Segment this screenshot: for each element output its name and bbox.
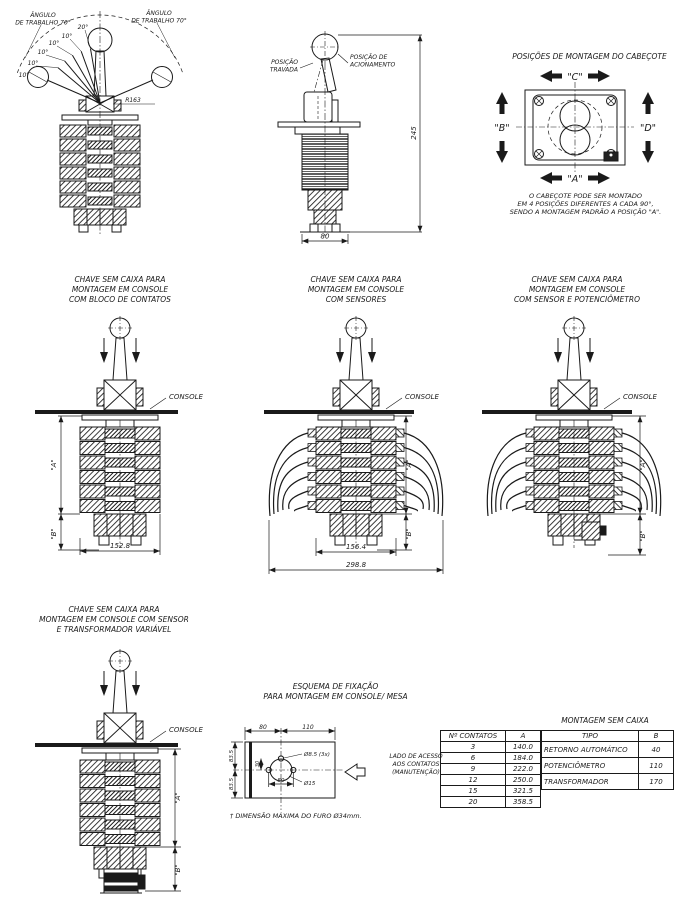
- svg-text:DE TRABALHO 70°: DE TRABALHO 70°: [131, 17, 187, 25]
- dim-width-label: 152.8: [109, 542, 131, 550]
- console-label: CONSOLE: [169, 393, 203, 401]
- dim-110-label: 110: [302, 724, 314, 731]
- dim-835-bottom-label: 83.5: [229, 777, 235, 791]
- head-positions-title: POSIÇÕES DE MONTAGEM DO CABEÇOTE: [512, 52, 667, 61]
- table-row: POTENCIÔMETRO 110: [542, 758, 674, 774]
- col-header: TIPO: [542, 731, 639, 742]
- big-hole-label: Ø15: [304, 781, 316, 787]
- table-row: 12 250.0: [441, 775, 541, 786]
- angle-tick: 10°: [27, 60, 39, 67]
- locked-position-label: POSIÇÃO: [271, 59, 298, 66]
- sensor-cables-right: [614, 429, 661, 516]
- console-label: CONSOLE: [405, 393, 439, 401]
- head-positions-note: O CABEÇOTE PODE SER MONTADO EM 4 POSIÇÕES DIFERENTES A CADA 90°, SENDO A MONTAGEM PADRÃO A POSIÇÃO "A".: [509, 192, 662, 217]
- fixation-footnote: † DIMENSÃO MÁXIMA DO FURO Ø34mm.: [230, 812, 362, 820]
- position-a-label: "A": [567, 174, 583, 185]
- dim-b-label: "B": [405, 528, 413, 540]
- position-b-label: "B": [494, 123, 510, 134]
- svg-text:AOS CONTATOS: AOS CONTATOS: [392, 761, 440, 768]
- contacts-table: [440, 730, 541, 808]
- mounting-table-title: MONTAGEM SEM CAIXA: [561, 716, 649, 725]
- angle-tick: 10°: [37, 49, 49, 56]
- angle-tick: 10°: [61, 33, 73, 40]
- position-d-label: "D": [639, 123, 657, 134]
- table-header-row: [441, 731, 541, 742]
- console-sensors-drawing: [244, 310, 468, 578]
- dim-245: 245: [410, 126, 418, 140]
- fixation-drawing: [228, 710, 468, 810]
- working-angle-drawing: [5, 3, 240, 258]
- console-label: CONSOLE: [169, 726, 203, 734]
- table-row: TRANSFORMADOR 170: [542, 774, 674, 790]
- dim-835-top-label: 83.5: [229, 749, 235, 763]
- console-line: [264, 410, 414, 414]
- head-positions-drawing: [488, 64, 691, 188]
- angle-label-left: ÂNGULO: [30, 12, 56, 19]
- angle-tick: 10°: [48, 40, 60, 47]
- table-row: 15 321.5: [441, 786, 541, 797]
- table-header-row: [542, 731, 674, 742]
- access-direction-arrow: [345, 764, 365, 780]
- dim-a-label: "A": [50, 459, 58, 471]
- dim-a-label: "A": [174, 792, 182, 804]
- table-row: RETORNO AUTOMÁTICO 40: [542, 742, 674, 758]
- svg-text:(MANUTENÇÃO): (MANUTENÇÃO): [392, 769, 440, 776]
- dim-b-label: "B": [174, 864, 182, 876]
- angle-tick: 20°: [77, 24, 89, 31]
- console-contacts-drawing: [10, 310, 230, 560]
- sensor-cables-left: [487, 429, 534, 516]
- dim-80: 80: [320, 232, 330, 241]
- console-line: [35, 743, 178, 747]
- table-row: 3 140.0: [441, 742, 541, 753]
- angle-label-right: ÂNGULO: [146, 10, 172, 17]
- fixation-title: ESQUEMA DE FIXAÇÃO PARA MONTAGEM EM CONSOLE/ MESA: [263, 682, 408, 701]
- table-row: 6 184.0: [441, 753, 541, 764]
- console-transformer-drawing: [10, 643, 230, 895]
- console-potentiometer-drawing: [469, 310, 687, 560]
- sensors-variant-title: CHAVE SEM CAIXA PARA MONTAGEM EM CONSOLE COM SENSORES: [307, 275, 405, 304]
- position-c-label: "C": [567, 72, 583, 83]
- svg-text:DE TRABALHO 70°: DE TRABALHO 70°: [15, 19, 71, 27]
- side-view-drawing: [250, 28, 440, 263]
- small-hole-label: Ø8.5 (3x): [304, 752, 330, 758]
- console-line: [35, 410, 178, 414]
- svg-text:TRAVADA: TRAVADA: [269, 66, 298, 74]
- console-label: CONSOLE: [623, 393, 657, 401]
- potentiometer-variant-title: CHAVE SEM CAIXA PARA MONTAGEM EM CONSOLE COM SENSOR E POTENCIÔMETRO: [513, 275, 641, 304]
- lever: [321, 58, 336, 92]
- mounting-table: [541, 730, 674, 790]
- sensor-cables-right: [396, 429, 443, 516]
- col-header: A: [506, 731, 541, 742]
- sensor-cables-left: [269, 429, 316, 516]
- actuation-position-label: POSIÇÃO DE: [350, 54, 388, 61]
- svg-text:ACIONAMENTO: ACIONAMENTO: [350, 61, 396, 69]
- table-row: 20 358.5: [441, 797, 541, 808]
- col-header: B: [639, 731, 674, 742]
- dim-width2-label: 298.8: [345, 561, 367, 569]
- dim-30-label: 30: [255, 760, 261, 768]
- dim-width1-label: 156.4: [345, 543, 367, 551]
- access-note: LADO DE ACESSO: [389, 753, 443, 760]
- dim-b-label: "B": [639, 530, 647, 542]
- dim-50-label: 50: [277, 778, 285, 784]
- transformer-variant-title: CHAVE SEM CAIXA PARA MONTAGEM EM CONSOLE COM SENSOR E TRANSFORMADOR VARIÁVEL: [39, 605, 189, 634]
- dim-b-label: "B": [50, 528, 58, 540]
- console-line: [482, 410, 632, 414]
- table-row: 9 222.0: [441, 764, 541, 775]
- dim-80-label: 80: [259, 724, 267, 731]
- dim-a-label: "A": [639, 459, 647, 471]
- contact-stack: [60, 115, 140, 232]
- col-header: Nº CONTATOS: [441, 731, 506, 742]
- radius-label: R163: [125, 97, 141, 104]
- dim-a-label: "A": [405, 459, 413, 471]
- angle-tick: 10°: [18, 72, 30, 79]
- contacts-variant-title: CHAVE SEM CAIXA PARA MONTAGEM EM CONSOLE COM BLOCO DE CONTATOS: [69, 275, 171, 304]
